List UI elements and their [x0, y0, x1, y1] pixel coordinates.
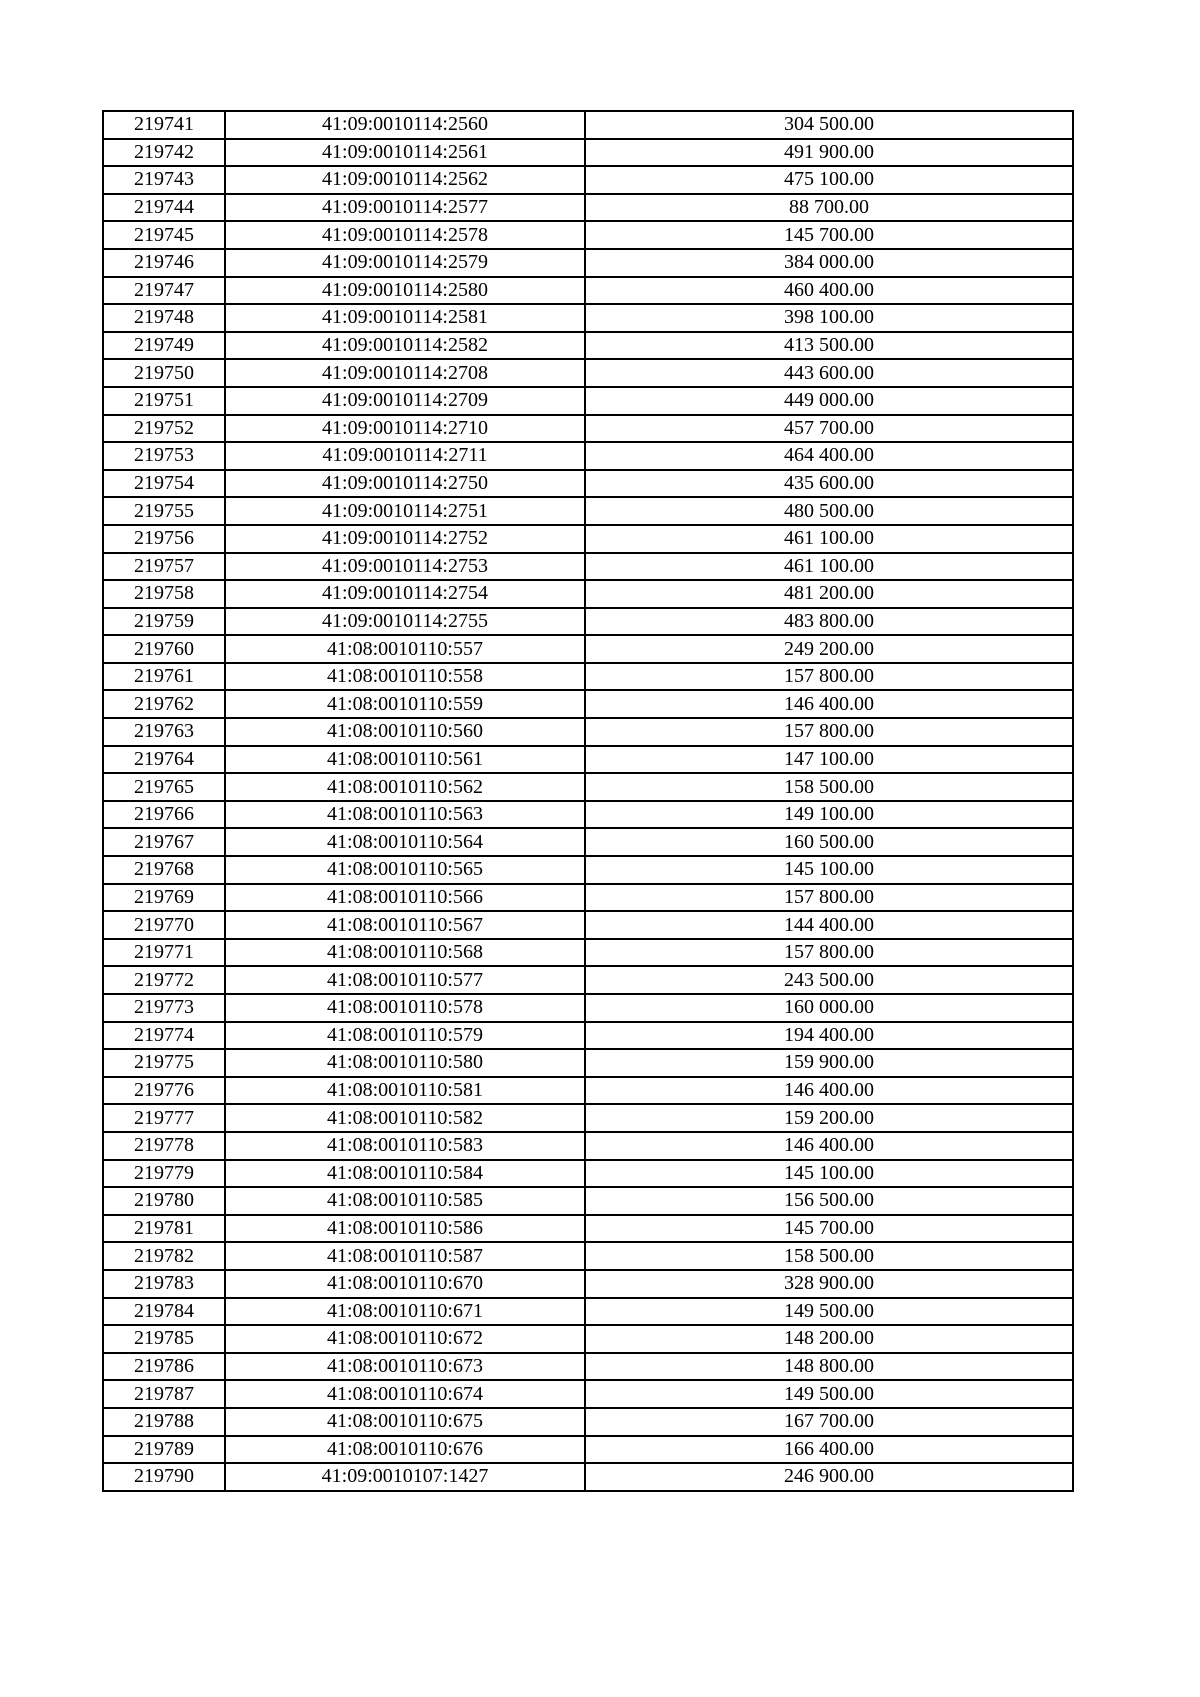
cadastral-value-cell: 157 800.00 [585, 663, 1073, 691]
cadastral-value-cell: 481 200.00 [585, 580, 1073, 608]
table-row [103, 387, 1073, 415]
row-number-cell: 219748 [103, 304, 225, 332]
table-row [103, 1408, 1073, 1436]
row-number-cell: 219747 [103, 277, 225, 305]
row-number-cell: 219768 [103, 856, 225, 884]
cadastral-value-cell: 384 000.00 [585, 249, 1073, 277]
table-row [103, 1242, 1073, 1270]
table-row [103, 221, 1073, 249]
cadastral-value-cell: 328 900.00 [585, 1270, 1073, 1298]
cadastral-value-cell: 145 700.00 [585, 221, 1073, 249]
table-row [103, 635, 1073, 663]
row-number-cell: 219775 [103, 1049, 225, 1077]
row-number-cell: 219758 [103, 580, 225, 608]
cadastral-value-cell: 249 200.00 [585, 635, 1073, 663]
cadastral-number-cell: 41:09:0010114:2753 [225, 553, 585, 581]
table-row [103, 1160, 1073, 1188]
cadastral-value-cell: 166 400.00 [585, 1436, 1073, 1464]
row-number-cell: 219765 [103, 773, 225, 801]
row-number-cell: 219744 [103, 194, 225, 222]
table-row [103, 1270, 1073, 1298]
table-row [103, 249, 1073, 277]
cadastral-value-cell: 159 200.00 [585, 1104, 1073, 1132]
cadastral-number-cell: 41:09:0010114:2710 [225, 415, 585, 443]
cadastral-number-cell: 41:09:0010114:2562 [225, 166, 585, 194]
row-number-cell: 219750 [103, 359, 225, 387]
cadastral-value-cell: 461 100.00 [585, 553, 1073, 581]
cadastral-number-cell: 41:08:0010110:565 [225, 856, 585, 884]
row-number-cell: 219743 [103, 166, 225, 194]
cadastral-number-cell: 41:08:0010110:674 [225, 1380, 585, 1408]
cadastral-number-cell: 41:08:0010110:560 [225, 718, 585, 746]
table-row [103, 856, 1073, 884]
table-row [103, 911, 1073, 939]
table-row [103, 1463, 1073, 1491]
cadastral-number-cell: 41:09:0010114:2580 [225, 277, 585, 305]
cadastral-number-cell: 41:09:0010114:2579 [225, 249, 585, 277]
row-number-cell: 219752 [103, 415, 225, 443]
cadastral-value-cell: 158 500.00 [585, 1242, 1073, 1270]
cadastral-number-cell: 41:08:0010110:673 [225, 1353, 585, 1381]
cadastral-value-cell: 480 500.00 [585, 497, 1073, 525]
table-row [103, 966, 1073, 994]
table-row [103, 1380, 1073, 1408]
cadastral-number-cell: 41:08:0010110:557 [225, 635, 585, 663]
table-row [103, 1104, 1073, 1132]
cadastral-value-cell: 491 900.00 [585, 139, 1073, 167]
table-row [103, 1353, 1073, 1381]
row-number-cell: 219754 [103, 470, 225, 498]
cadastral-number-cell: 41:08:0010110:671 [225, 1298, 585, 1326]
cadastral-value-table [102, 110, 1074, 1492]
table-row [103, 801, 1073, 829]
table-row [103, 1022, 1073, 1050]
cadastral-number-cell: 41:09:0010114:2711 [225, 442, 585, 470]
cadastral-number-cell: 41:09:0010114:2578 [225, 221, 585, 249]
row-number-cell: 219769 [103, 884, 225, 912]
row-number-cell: 219782 [103, 1242, 225, 1270]
cadastral-value-cell: 157 800.00 [585, 939, 1073, 967]
table-row [103, 1187, 1073, 1215]
cadastral-value-cell: 194 400.00 [585, 1022, 1073, 1050]
row-number-cell: 219753 [103, 442, 225, 470]
row-number-cell: 219790 [103, 1463, 225, 1491]
row-number-cell: 219784 [103, 1298, 225, 1326]
cadastral-number-cell: 41:09:0010114:2577 [225, 194, 585, 222]
cadastral-number-cell: 41:09:0010114:2755 [225, 608, 585, 636]
cadastral-value-cell: 149 500.00 [585, 1298, 1073, 1326]
row-number-cell: 219742 [103, 139, 225, 167]
row-number-cell: 219773 [103, 994, 225, 1022]
table-row [103, 773, 1073, 801]
cadastral-value-cell: 160 000.00 [585, 994, 1073, 1022]
cadastral-value-cell: 443 600.00 [585, 359, 1073, 387]
cadastral-value-cell: 146 400.00 [585, 1132, 1073, 1160]
table-row [103, 359, 1073, 387]
table-row [103, 1215, 1073, 1243]
table-row [103, 442, 1073, 470]
cadastral-value-cell: 243 500.00 [585, 966, 1073, 994]
cadastral-value-cell: 149 100.00 [585, 801, 1073, 829]
cadastral-number-cell: 41:08:0010110:568 [225, 939, 585, 967]
cadastral-number-cell: 41:09:0010114:2561 [225, 139, 585, 167]
cadastral-number-cell: 41:08:0010110:577 [225, 966, 585, 994]
table-row [103, 1049, 1073, 1077]
table-row [103, 553, 1073, 581]
cadastral-value-cell: 146 400.00 [585, 1077, 1073, 1105]
table-row [103, 828, 1073, 856]
row-number-cell: 219762 [103, 690, 225, 718]
row-number-cell: 219759 [103, 608, 225, 636]
cadastral-number-cell: 41:08:0010110:581 [225, 1077, 585, 1105]
cadastral-number-cell: 41:08:0010110:558 [225, 663, 585, 691]
table-row [103, 718, 1073, 746]
table-row [103, 525, 1073, 553]
table-row [103, 746, 1073, 774]
cadastral-value-cell: 145 700.00 [585, 1215, 1073, 1243]
cadastral-value-cell: 304 500.00 [585, 111, 1073, 139]
cadastral-number-cell: 41:08:0010110:563 [225, 801, 585, 829]
cadastral-value-cell: 149 500.00 [585, 1380, 1073, 1408]
cadastral-value-cell: 413 500.00 [585, 332, 1073, 360]
cadastral-number-cell: 41:09:0010114:2581 [225, 304, 585, 332]
cadastral-number-cell: 41:08:0010110:583 [225, 1132, 585, 1160]
cadastral-value-cell: 156 500.00 [585, 1187, 1073, 1215]
cadastral-value-cell: 145 100.00 [585, 1160, 1073, 1188]
cadastral-number-cell: 41:09:0010114:2754 [225, 580, 585, 608]
cadastral-number-cell: 41:08:0010110:676 [225, 1436, 585, 1464]
row-number-cell: 219779 [103, 1160, 225, 1188]
table-body [103, 111, 1073, 1491]
cadastral-number-cell: 41:08:0010110:585 [225, 1187, 585, 1215]
cadastral-number-cell: 41:08:0010110:587 [225, 1242, 585, 1270]
cadastral-value-cell: 435 600.00 [585, 470, 1073, 498]
row-number-cell: 219770 [103, 911, 225, 939]
cadastral-value-cell: 457 700.00 [585, 415, 1073, 443]
row-number-cell: 219780 [103, 1187, 225, 1215]
cadastral-number-cell: 41:08:0010110:561 [225, 746, 585, 774]
cadastral-value-cell: 460 400.00 [585, 277, 1073, 305]
row-number-cell: 219774 [103, 1022, 225, 1050]
table-row [103, 994, 1073, 1022]
cadastral-value-cell: 246 900.00 [585, 1463, 1073, 1491]
table-row [103, 194, 1073, 222]
table-row [103, 1132, 1073, 1160]
table-row [103, 939, 1073, 967]
row-number-cell: 219776 [103, 1077, 225, 1105]
cadastral-value-cell: 146 400.00 [585, 690, 1073, 718]
cadastral-value-cell: 461 100.00 [585, 525, 1073, 553]
cadastral-number-cell: 41:08:0010110:559 [225, 690, 585, 718]
cadastral-value-cell: 148 200.00 [585, 1325, 1073, 1353]
cadastral-number-cell: 41:09:0010114:2752 [225, 525, 585, 553]
table-row [103, 580, 1073, 608]
cadastral-number-cell: 41:08:0010110:562 [225, 773, 585, 801]
row-number-cell: 219757 [103, 553, 225, 581]
row-number-cell: 219787 [103, 1380, 225, 1408]
row-number-cell: 219745 [103, 221, 225, 249]
cadastral-number-cell: 41:08:0010110:567 [225, 911, 585, 939]
row-number-cell: 219771 [103, 939, 225, 967]
table-row [103, 690, 1073, 718]
table-row [103, 608, 1073, 636]
row-number-cell: 219772 [103, 966, 225, 994]
cadastral-number-cell: 41:08:0010110:672 [225, 1325, 585, 1353]
cadastral-number-cell: 41:08:0010110:670 [225, 1270, 585, 1298]
cadastral-value-cell: 167 700.00 [585, 1408, 1073, 1436]
table-row [103, 139, 1073, 167]
row-number-cell: 219763 [103, 718, 225, 746]
row-number-cell: 219767 [103, 828, 225, 856]
row-number-cell: 219755 [103, 497, 225, 525]
cadastral-number-cell: 41:09:0010114:2751 [225, 497, 585, 525]
row-number-cell: 219786 [103, 1353, 225, 1381]
table-row [103, 497, 1073, 525]
cadastral-number-cell: 41:08:0010110:582 [225, 1104, 585, 1132]
row-number-cell: 219783 [103, 1270, 225, 1298]
cadastral-number-cell: 41:08:0010110:566 [225, 884, 585, 912]
row-number-cell: 219785 [103, 1325, 225, 1353]
table-row [103, 1077, 1073, 1105]
cadastral-number-cell: 41:09:0010114:2582 [225, 332, 585, 360]
table-row [103, 470, 1073, 498]
row-number-cell: 219788 [103, 1408, 225, 1436]
cadastral-value-cell: 159 900.00 [585, 1049, 1073, 1077]
cadastral-value-cell: 88 700.00 [585, 194, 1073, 222]
cadastral-number-cell: 41:09:0010114:2709 [225, 387, 585, 415]
table-row [103, 1325, 1073, 1353]
cadastral-value-cell: 147 100.00 [585, 746, 1073, 774]
cadastral-number-cell: 41:08:0010110:584 [225, 1160, 585, 1188]
row-number-cell: 219749 [103, 332, 225, 360]
cadastral-number-cell: 41:08:0010110:586 [225, 1215, 585, 1243]
cadastral-value-cell: 157 800.00 [585, 718, 1073, 746]
cadastral-number-cell: 41:09:0010107:1427 [225, 1463, 585, 1491]
cadastral-number-cell: 41:09:0010114:2750 [225, 470, 585, 498]
cadastral-value-cell: 160 500.00 [585, 828, 1073, 856]
cadastral-number-cell: 41:08:0010110:564 [225, 828, 585, 856]
cadastral-value-cell: 449 000.00 [585, 387, 1073, 415]
cadastral-value-cell: 158 500.00 [585, 773, 1073, 801]
table-row [103, 277, 1073, 305]
table-row [103, 663, 1073, 691]
row-number-cell: 219766 [103, 801, 225, 829]
row-number-cell: 219761 [103, 663, 225, 691]
row-number-cell: 219778 [103, 1132, 225, 1160]
row-number-cell: 219741 [103, 111, 225, 139]
cadastral-value-cell: 398 100.00 [585, 304, 1073, 332]
row-number-cell: 219764 [103, 746, 225, 774]
cadastral-value-cell: 475 100.00 [585, 166, 1073, 194]
cadastral-value-cell: 144 400.00 [585, 911, 1073, 939]
row-number-cell: 219789 [103, 1436, 225, 1464]
cadastral-number-cell: 41:09:0010114:2560 [225, 111, 585, 139]
table-row [103, 1298, 1073, 1326]
cadastral-value-cell: 464 400.00 [585, 442, 1073, 470]
table-row [103, 332, 1073, 360]
table-row [103, 111, 1073, 139]
table-row [103, 884, 1073, 912]
cadastral-number-cell: 41:08:0010110:579 [225, 1022, 585, 1050]
table-row [103, 304, 1073, 332]
table-row [103, 1436, 1073, 1464]
row-number-cell: 219781 [103, 1215, 225, 1243]
row-number-cell: 219746 [103, 249, 225, 277]
cadastral-number-cell: 41:08:0010110:578 [225, 994, 585, 1022]
cadastral-value-cell: 483 800.00 [585, 608, 1073, 636]
cadastral-value-cell: 157 800.00 [585, 884, 1073, 912]
row-number-cell: 219760 [103, 635, 225, 663]
cadastral-value-cell: 145 100.00 [585, 856, 1073, 884]
table-row [103, 415, 1073, 443]
cadastral-value-cell: 148 800.00 [585, 1353, 1073, 1381]
cadastral-number-cell: 41:08:0010110:580 [225, 1049, 585, 1077]
row-number-cell: 219751 [103, 387, 225, 415]
row-number-cell: 219756 [103, 525, 225, 553]
row-number-cell: 219777 [103, 1104, 225, 1132]
cadastral-number-cell: 41:08:0010110:675 [225, 1408, 585, 1436]
cadastral-number-cell: 41:09:0010114:2708 [225, 359, 585, 387]
table-row [103, 166, 1073, 194]
